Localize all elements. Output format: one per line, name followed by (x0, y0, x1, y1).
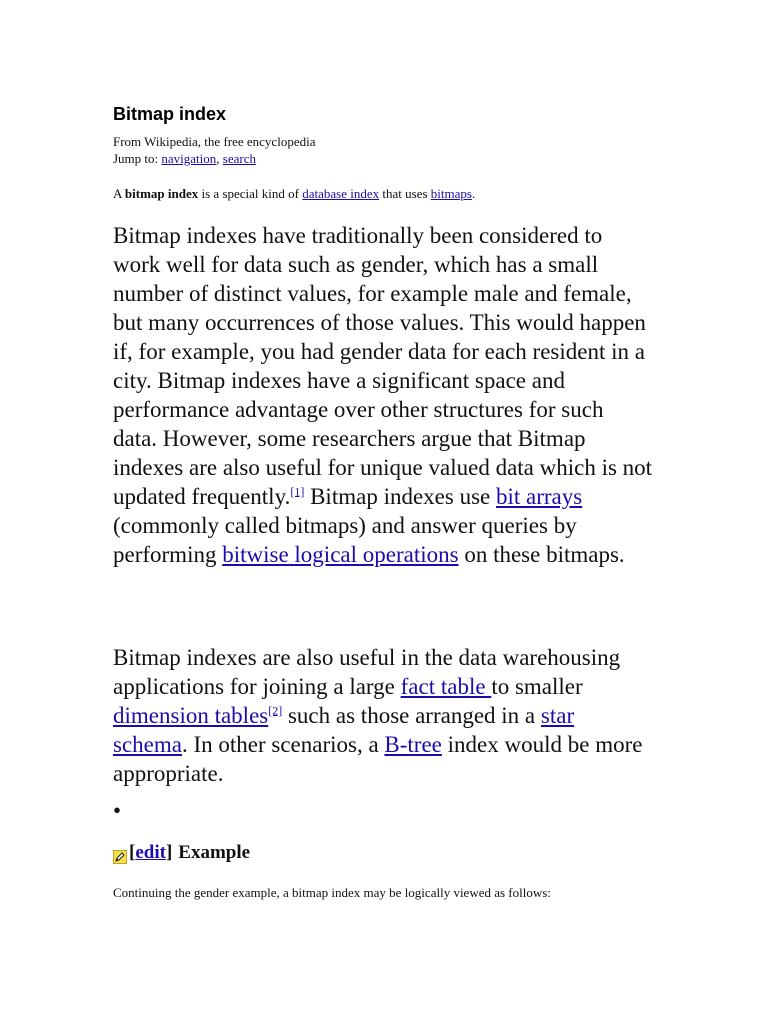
edit-section-link[interactable]: edit (135, 842, 166, 863)
lead-middle: is a special kind of (198, 186, 303, 201)
bitwise-operations-link[interactable]: bitwise logical operations (222, 542, 459, 567)
bitmaps-link[interactable]: bitmaps (430, 186, 472, 201)
para1-text: Bitmap indexes have traditionally been considered to work well for data such as gender, which has a small number of distinct values, for example male and female, but many occurrences of those values. This would happen if, for example, you had gender data for each resident in a city. Bitmap indexes have a significant space and performance advantage over other structures for such data. However, some researchers argue that Bitmap indexes are also useful for unique valued data which is not updated frequently. (113, 223, 653, 509)
lead-end: . (471, 186, 476, 201)
para2-text5: index would be more appropriate. (113, 732, 643, 786)
from-wikipedia-line: From Wikipedia, the free encyclopedia (113, 134, 316, 149)
paragraph-intro (113, 221, 653, 569)
lead-prefix: A (113, 186, 125, 201)
para1-text3: (commonly called bitmaps) and answer queries by performing (113, 513, 577, 567)
section-heading-example (113, 841, 250, 865)
fact-table-link[interactable]: fact table (400, 674, 492, 699)
jump-to-label: Jump to: (113, 151, 162, 166)
lead-after-link: that uses (379, 186, 431, 201)
reference-1-link[interactable]: [1] (290, 484, 305, 499)
jump-to-line (113, 150, 256, 167)
edit-bracket-open: [ (129, 842, 136, 863)
jump-search-link[interactable]: search (222, 151, 256, 166)
reference-2-link[interactable]: [2] (268, 703, 283, 718)
jump-navigation-link[interactable]: navigation (161, 151, 217, 166)
page-title: Bitmap index (113, 104, 227, 124)
section-title: Example (178, 842, 251, 863)
para2-text4: . In other scenarios, a (181, 732, 385, 757)
database-index-link[interactable]: database index (302, 186, 380, 201)
bit-arrays-link[interactable]: bit arrays (495, 484, 583, 509)
paragraph-warehousing (113, 643, 653, 788)
bullet-point: • (113, 798, 122, 823)
edit-bracket-close: ] (165, 842, 173, 863)
dimension-tables-link[interactable]: dimension tables (113, 703, 269, 728)
para2-text2: to smaller (491, 674, 583, 699)
para1-text4: on these bitmaps. (458, 542, 625, 567)
para1-text2: Bitmap indexes use (304, 484, 496, 509)
para2-text3: such as those arranged in a (282, 703, 541, 728)
lead-bold-term: bitmap index (124, 186, 199, 201)
pencil-edit-icon[interactable] (113, 847, 127, 861)
lead-sentence (113, 185, 653, 202)
jump-separator: , (216, 151, 223, 166)
star-schema-link[interactable]: star schema (113, 703, 575, 757)
btree-link[interactable]: B-tree (384, 732, 442, 757)
para2-text: Bitmap indexes are also useful in the data warehousing applications for joining a large (113, 645, 621, 699)
paragraph-continuing: Continuing the gender example, a bitmap index may be logically viewed as follows: (113, 885, 551, 900)
